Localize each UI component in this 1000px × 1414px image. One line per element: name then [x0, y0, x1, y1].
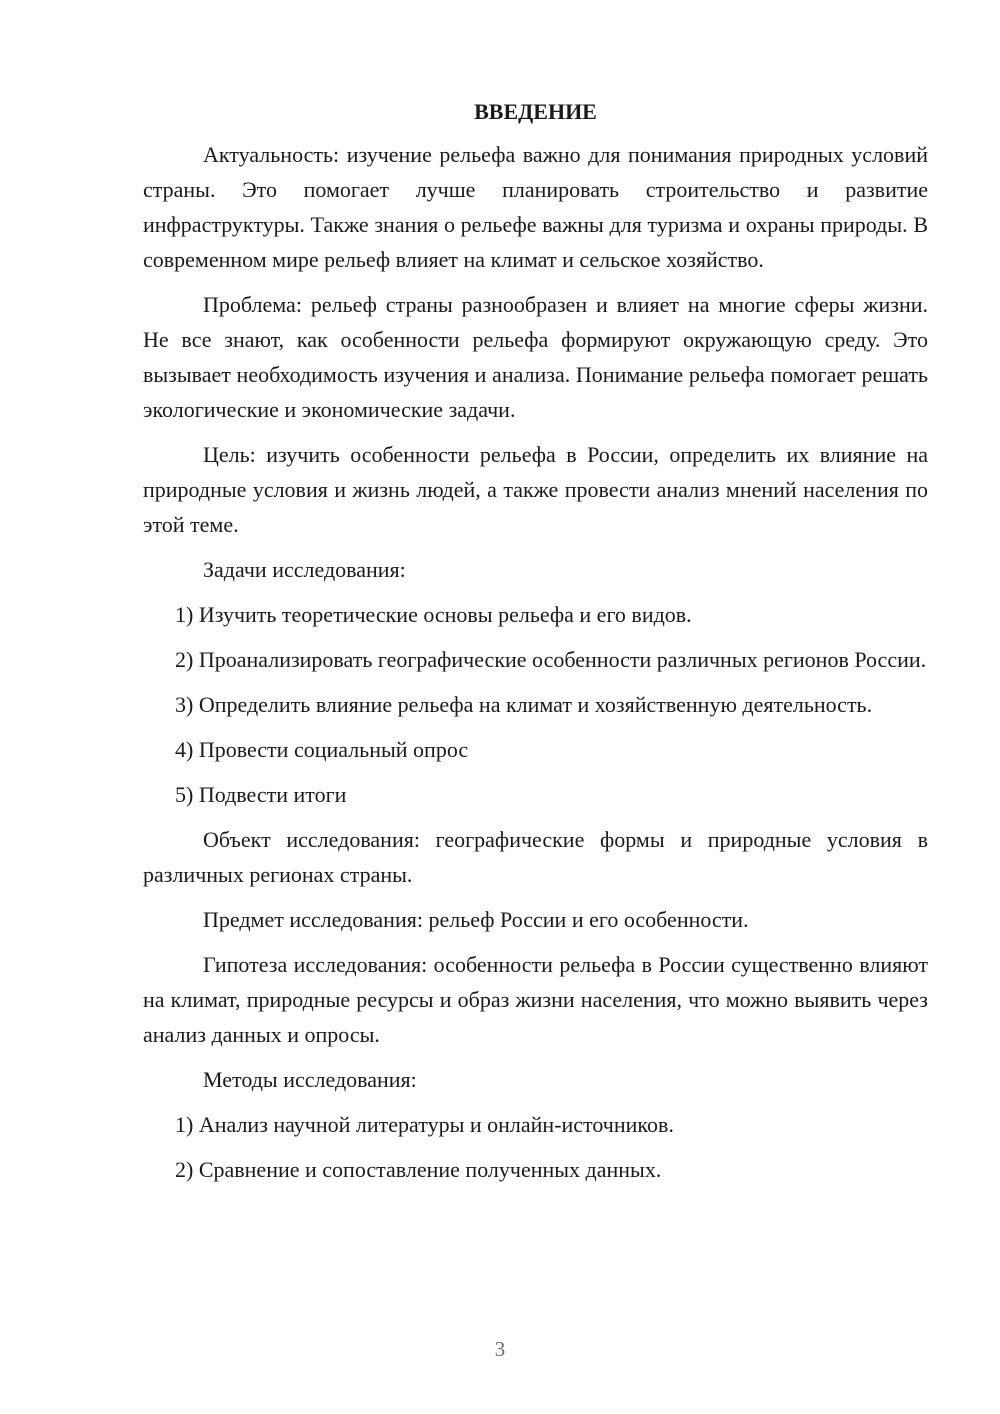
paragraph-hypothesis: Гипотеза исследования: особенности рельефа в России существенно влияют на климат, природные ресурсы и образ жизни населения, что можно выявить через анализ данных и опросы.: [143, 952, 928, 1047]
method-item: 2) Сравнение и сопоставление полученных данных.: [175, 1157, 662, 1182]
methods-heading: Методы исследования:: [203, 1067, 417, 1092]
paragraph-problem: Проблема: рельеф страны разнообразен и влияет на многие сферы жизни. Не все знают, как особенности рельефа формируют окружающую среду. Это вызывает необходимость изучения и анализа. Понимание рельефа помогает решать экологические и экономические задачи.: [143, 292, 928, 422]
method-item: 1) Анализ научной литературы и онлайн-источников.: [175, 1112, 674, 1137]
paragraph-goal: Цель: изучить особенности рельефа в России, определить их влияние на природные условия и жизнь людей, а также провести анализ мнений населения по этой теме.: [143, 442, 928, 537]
task-item: 4) Провести социальный опрос: [175, 737, 469, 762]
task-item: 5) Подвести итоги: [175, 782, 347, 807]
page-number: 3: [494, 1337, 506, 1361]
task-item: 1) Изучить теоретические основы рельефа и его видов.: [175, 602, 692, 627]
task-item: 3) Определить влияние рельефа на климат и хозяйственную деятельность.: [175, 692, 873, 717]
tasks-heading: Задачи исследования:: [203, 557, 406, 582]
paragraph-subject: Предмет исследования: рельеф России и его особенности.: [203, 907, 749, 932]
paragraph-relevance: Актуальность: изучение рельефа важно для понимания природных условий страны. Это помогает лучше планировать строительство и развитие инфраструктуры. Также знания о рельефе важны для туризма и охраны природы. В современном мире рельеф влияет на климат и сельское хозяйство.: [143, 142, 928, 272]
paragraph-object: Объект исследования: географические формы и природные условия в различных регионах страны.: [143, 827, 928, 887]
section-title: ВВЕДЕНИЕ: [474, 99, 597, 124]
page-content: [143, 94, 928, 1197]
task-item: 2) Проанализировать географические особенности различных регионов России.: [175, 647, 927, 672]
